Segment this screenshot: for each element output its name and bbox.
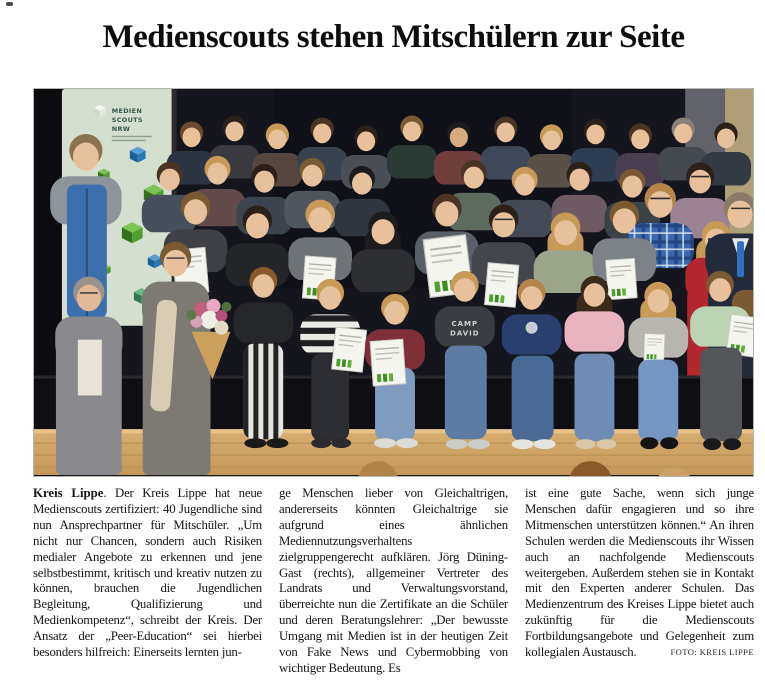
- scan-artifact: [6, 2, 13, 6]
- banner-text-line1: MEDIEN: [111, 106, 143, 115]
- hoodie-text-line1: CAMP: [451, 319, 479, 328]
- location-lead: Kreis Lippe: [33, 486, 104, 500]
- photo-credit: FOTO: KREIS LIPPE: [670, 647, 754, 658]
- article-column-2: [279, 486, 508, 677]
- headline: Medienscouts stehen Mitschülern zur Seite: [102, 19, 685, 55]
- banner-text-line3: NRW: [111, 124, 131, 133]
- article-body: [33, 486, 754, 677]
- hoodie-text-line2: DAVID: [450, 329, 480, 338]
- column-3-text: ist eine gute Sache, wenn sich junge Menschen dafür engagieren und so ihre Mitmenschen unterstützen können.“ An ihren Schulen werden die Medienscouts ihr Wissen auch an nachfolgende Medienscouts weitergeben. Außerdem stehen sie in Kontakt mit den Experten anderer Schulen. Das Medienzentrum des Kreises Lippe bietet auch zukünftig für die Medienscouts Fortbildungsangebote und Gelegenheit zum kollegialen Austausch.: [525, 486, 754, 660]
- article-column-3: [525, 486, 754, 677]
- article-column-1: [33, 486, 262, 677]
- banner-text-line2: SCOUTS: [111, 115, 143, 124]
- group-photo-illustration: [34, 89, 753, 476]
- column-1-text: . Der Kreis Lippe hat neue Medienscouts zertifiziert: 40 Jugendliche sind nun Ansprechpartner für Mitschüler. „Um nicht nur Chancen, sondern auch Risiken medialer Angebote zu erkennen und jene selbstbestimmt, kritisch und kreativ nutzen zu können, brauchen die Jugendlichen Begleitung, Qualifizierung und Medienkompetenz“, schreibt der Kreis. Der Ansatz der „Peer-Education“ sei hierbei besonders hilfreich: Einerseits lernten jun-: [33, 486, 262, 660]
- article-photo: [33, 88, 754, 477]
- column-2-text: ge Menschen lieber von Gleichaltrigen, andererseits könnten Gleichaltrige sie aufgrund eines ähnlichen Mediennutzungsverhaltens zielgruppengerecht aufklären. Jörg Düning-Gast (rechts), allgemeiner Vertreter des Landrats und Verwaltungsvorstand, überreichte nun die Zertifikate an die Schüler und deren Beratungslehrer: „Der bewusste Umgang mit Medien ist in der heutigen Zeit von Fake News und Cybermobbing von wichtiger Bedeutung. Es: [279, 486, 508, 675]
